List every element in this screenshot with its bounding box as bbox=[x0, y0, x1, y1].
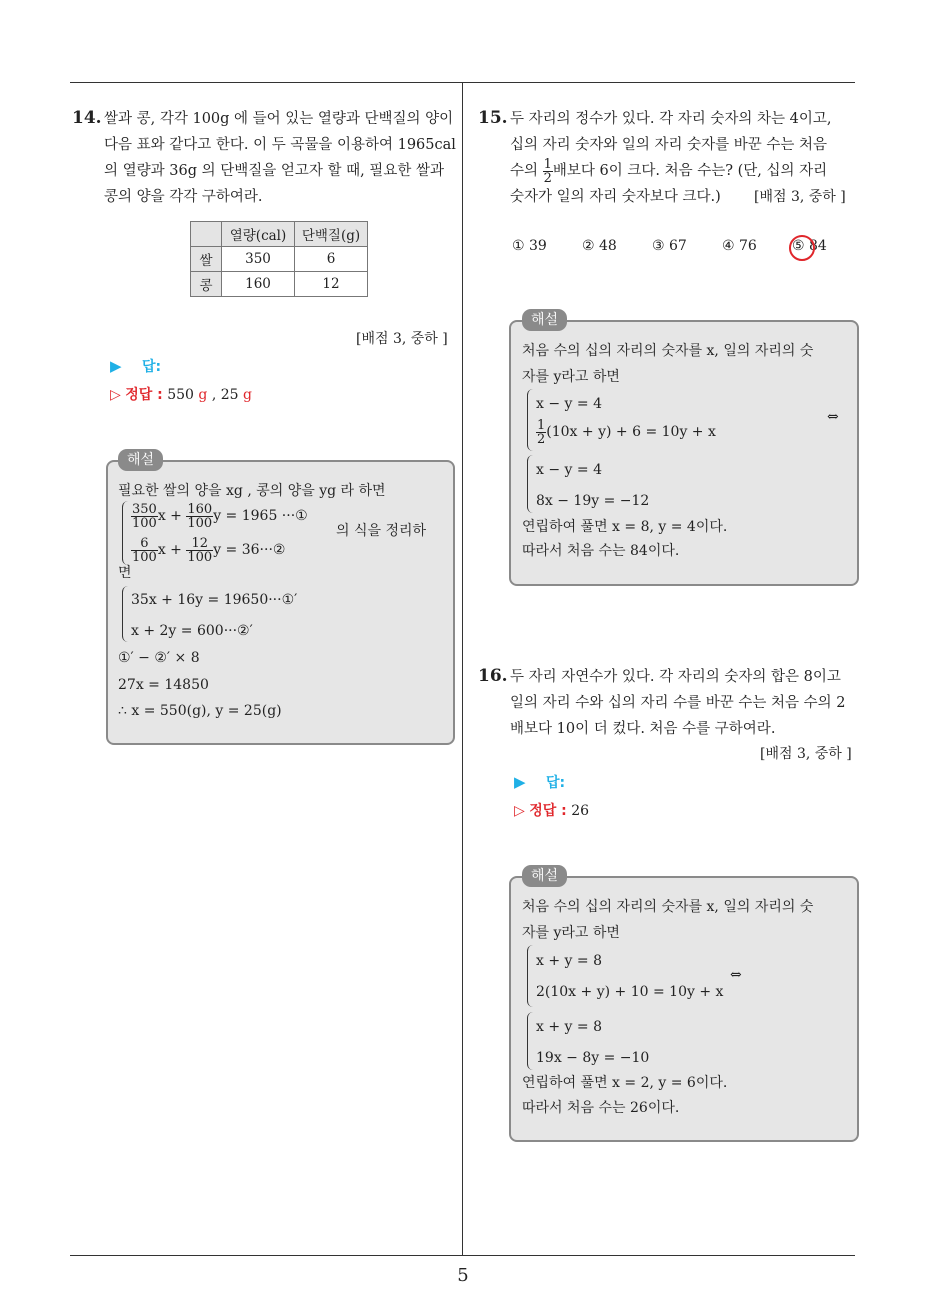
choice-5[interactable]: ⑤ 84 bbox=[792, 238, 827, 254]
equation: $\frac{6}{100}$ x + $\frac{12}{100}$ y = 36···② bbox=[132, 535, 286, 565]
separator: , bbox=[211, 387, 217, 403]
equation: x − y = 4 bbox=[536, 462, 602, 478]
question-text-line: 일의 자리 수와 십의 자리 수를 바꾼 수는 처음 수의 2 bbox=[510, 695, 846, 711]
correct-value: 25 bbox=[220, 387, 239, 403]
answer-row bbox=[110, 356, 161, 376]
question-text-line: 수의 $\frac{1}{2}$ 배보다 6이 크다. 처음 수는? (단, 십의 자리 bbox=[510, 156, 828, 186]
table-row bbox=[191, 272, 368, 297]
correct-value: 26 bbox=[571, 803, 590, 819]
solution-line: 처음 수의 십의 자리의 숫자를 x, 일의 자리의 숫 bbox=[522, 899, 814, 915]
solution-line: 처음 수의 십의 자리의 숫자를 x, 일의 자리의 숫 bbox=[522, 343, 814, 359]
question-text-line: 콩의 양을 각각 구하여라. bbox=[104, 189, 263, 205]
answer-row bbox=[514, 772, 565, 792]
solution-line: 자를 y라고 하면 bbox=[522, 925, 620, 941]
correct-label: 정답 : bbox=[125, 387, 163, 403]
outline-triangle-icon: ▷ bbox=[514, 803, 525, 819]
nutrition-table bbox=[190, 221, 368, 297]
solution-tag: 해설 bbox=[118, 449, 163, 471]
equation: 35x + 16y = 19650···①′ bbox=[131, 592, 298, 608]
question-text-line: 의 열량과 36g 의 단백질을 얻고자 할 때, 필요한 쌀과 bbox=[104, 163, 444, 179]
equation: $\frac{1}{2}$ (10x + y) + 6 = 10y + x bbox=[537, 417, 716, 447]
solution-line: 따라서 처음 수는 84이다. bbox=[522, 543, 680, 559]
equation: x + y = 8 bbox=[536, 1019, 602, 1035]
equation: ∴ x = 550(g), y = 25(g) bbox=[118, 703, 282, 719]
question-text-line: 다음 표와 같다고 한다. 이 두 곡물을 이용하여 1965cal bbox=[104, 137, 456, 153]
table-header-cell: 열량(cal) bbox=[222, 222, 295, 247]
equivalence-icon: ⇔ bbox=[730, 967, 742, 983]
answer-label: 답: bbox=[546, 775, 566, 791]
table-row bbox=[191, 247, 368, 272]
solution-line: 의 식을 정리하 bbox=[336, 523, 427, 539]
table-cell: 350 bbox=[222, 247, 295, 272]
question-number: 16. bbox=[478, 666, 508, 686]
choice-3[interactable]: ③ 67 bbox=[652, 238, 687, 254]
column-divider bbox=[462, 83, 463, 1255]
choice-1[interactable]: ① 39 bbox=[512, 238, 547, 254]
equivalence-icon: ⇔ bbox=[827, 409, 839, 425]
question-text-line: 두 자리 자연수가 있다. 각 자리의 숫자의 합은 8이고 bbox=[510, 669, 841, 685]
page-number: 5 bbox=[457, 1265, 469, 1286]
system-brace bbox=[527, 945, 533, 1007]
question-text-line: 십의 자리 숫자와 일의 자리 숫자를 바꾼 수는 처음 bbox=[510, 137, 828, 153]
table-cell: 12 bbox=[295, 272, 368, 297]
question-text-line: 숫자가 일의 자리 숫자보다 크다.) bbox=[510, 189, 721, 205]
correct-answer-row bbox=[514, 800, 589, 820]
equation: x − y = 4 bbox=[536, 396, 602, 412]
solution-tag: 해설 bbox=[522, 309, 567, 331]
system-brace bbox=[527, 455, 533, 513]
solution-line: 따라서 처음 수는 26이다. bbox=[522, 1100, 680, 1116]
table-cell: 6 bbox=[295, 247, 368, 272]
equation: ①′ − ②′ × 8 bbox=[118, 650, 200, 666]
play-triangle-icon: ▶ bbox=[110, 357, 122, 375]
choice-4[interactable]: ④ 76 bbox=[722, 238, 757, 254]
solution-line: 면 bbox=[118, 565, 132, 581]
score-label: [배점 3, 중하 ] bbox=[760, 746, 852, 762]
solution-tag: 해설 bbox=[522, 865, 567, 887]
question-text-line: 두 자리의 정수가 있다. 각 자리 숫자의 차는 4이고, bbox=[510, 111, 832, 127]
question-text-line: 쌀과 콩, 각각 100g 에 들어 있는 열량과 단백질의 양이 bbox=[104, 111, 454, 127]
solution-line: 자를 y라고 하면 bbox=[522, 369, 620, 385]
equation: 19x − 8y = −10 bbox=[536, 1050, 650, 1066]
selected-answer-circle bbox=[789, 235, 815, 261]
system-brace bbox=[122, 586, 128, 642]
question-number: 14. bbox=[72, 108, 102, 128]
equation: 2(10x + y) + 10 = 10y + x bbox=[536, 984, 724, 1000]
choice-2[interactable]: ② 48 bbox=[582, 238, 617, 254]
equation: 27x = 14850 bbox=[118, 677, 209, 693]
question-number: 15. bbox=[478, 108, 508, 128]
correct-label: 정답 : bbox=[529, 803, 567, 819]
correct-answer-row bbox=[110, 384, 252, 404]
score-label: [배점 3, 중하 ] bbox=[356, 331, 448, 347]
solution-line: 필요한 쌀의 양을 xg , 콩의 양을 yg 라 하면 bbox=[118, 483, 386, 499]
table-cell: 160 bbox=[222, 272, 295, 297]
equation: x + y = 8 bbox=[536, 953, 602, 969]
unit: g bbox=[198, 387, 208, 403]
outline-triangle-icon: ▷ bbox=[110, 387, 121, 403]
system-brace bbox=[527, 389, 533, 451]
table-cell: 콩 bbox=[191, 272, 222, 297]
system-brace bbox=[122, 501, 128, 565]
solution-line: 연립하여 풀면 x = 2, y = 6이다. bbox=[522, 1075, 728, 1091]
answer-label: 답: bbox=[142, 359, 162, 375]
unit: g bbox=[243, 387, 252, 403]
correct-value: 550 bbox=[167, 387, 194, 403]
play-triangle-icon: ▶ bbox=[514, 773, 526, 791]
system-brace bbox=[527, 1012, 533, 1070]
score-label: [배점 3, 중하 ] bbox=[754, 189, 846, 205]
bottom-rule bbox=[70, 1255, 855, 1256]
table-header-cell: 단백질(g) bbox=[295, 222, 368, 247]
solution-line: 연립하여 풀면 x = 8, y = 4이다. bbox=[522, 519, 728, 535]
equation: $\frac{350}{100}$ x + $\frac{160}{100}$ y = 1965 ···① bbox=[132, 501, 308, 531]
equation: x + 2y = 600···②′ bbox=[131, 623, 253, 639]
equation: 8x − 19y = −12 bbox=[536, 493, 650, 509]
table-header-cell bbox=[191, 222, 222, 247]
question-text-line: 배보다 10이 더 컸다. 처음 수를 구하여라. bbox=[510, 721, 776, 737]
table-cell: 쌀 bbox=[191, 247, 222, 272]
